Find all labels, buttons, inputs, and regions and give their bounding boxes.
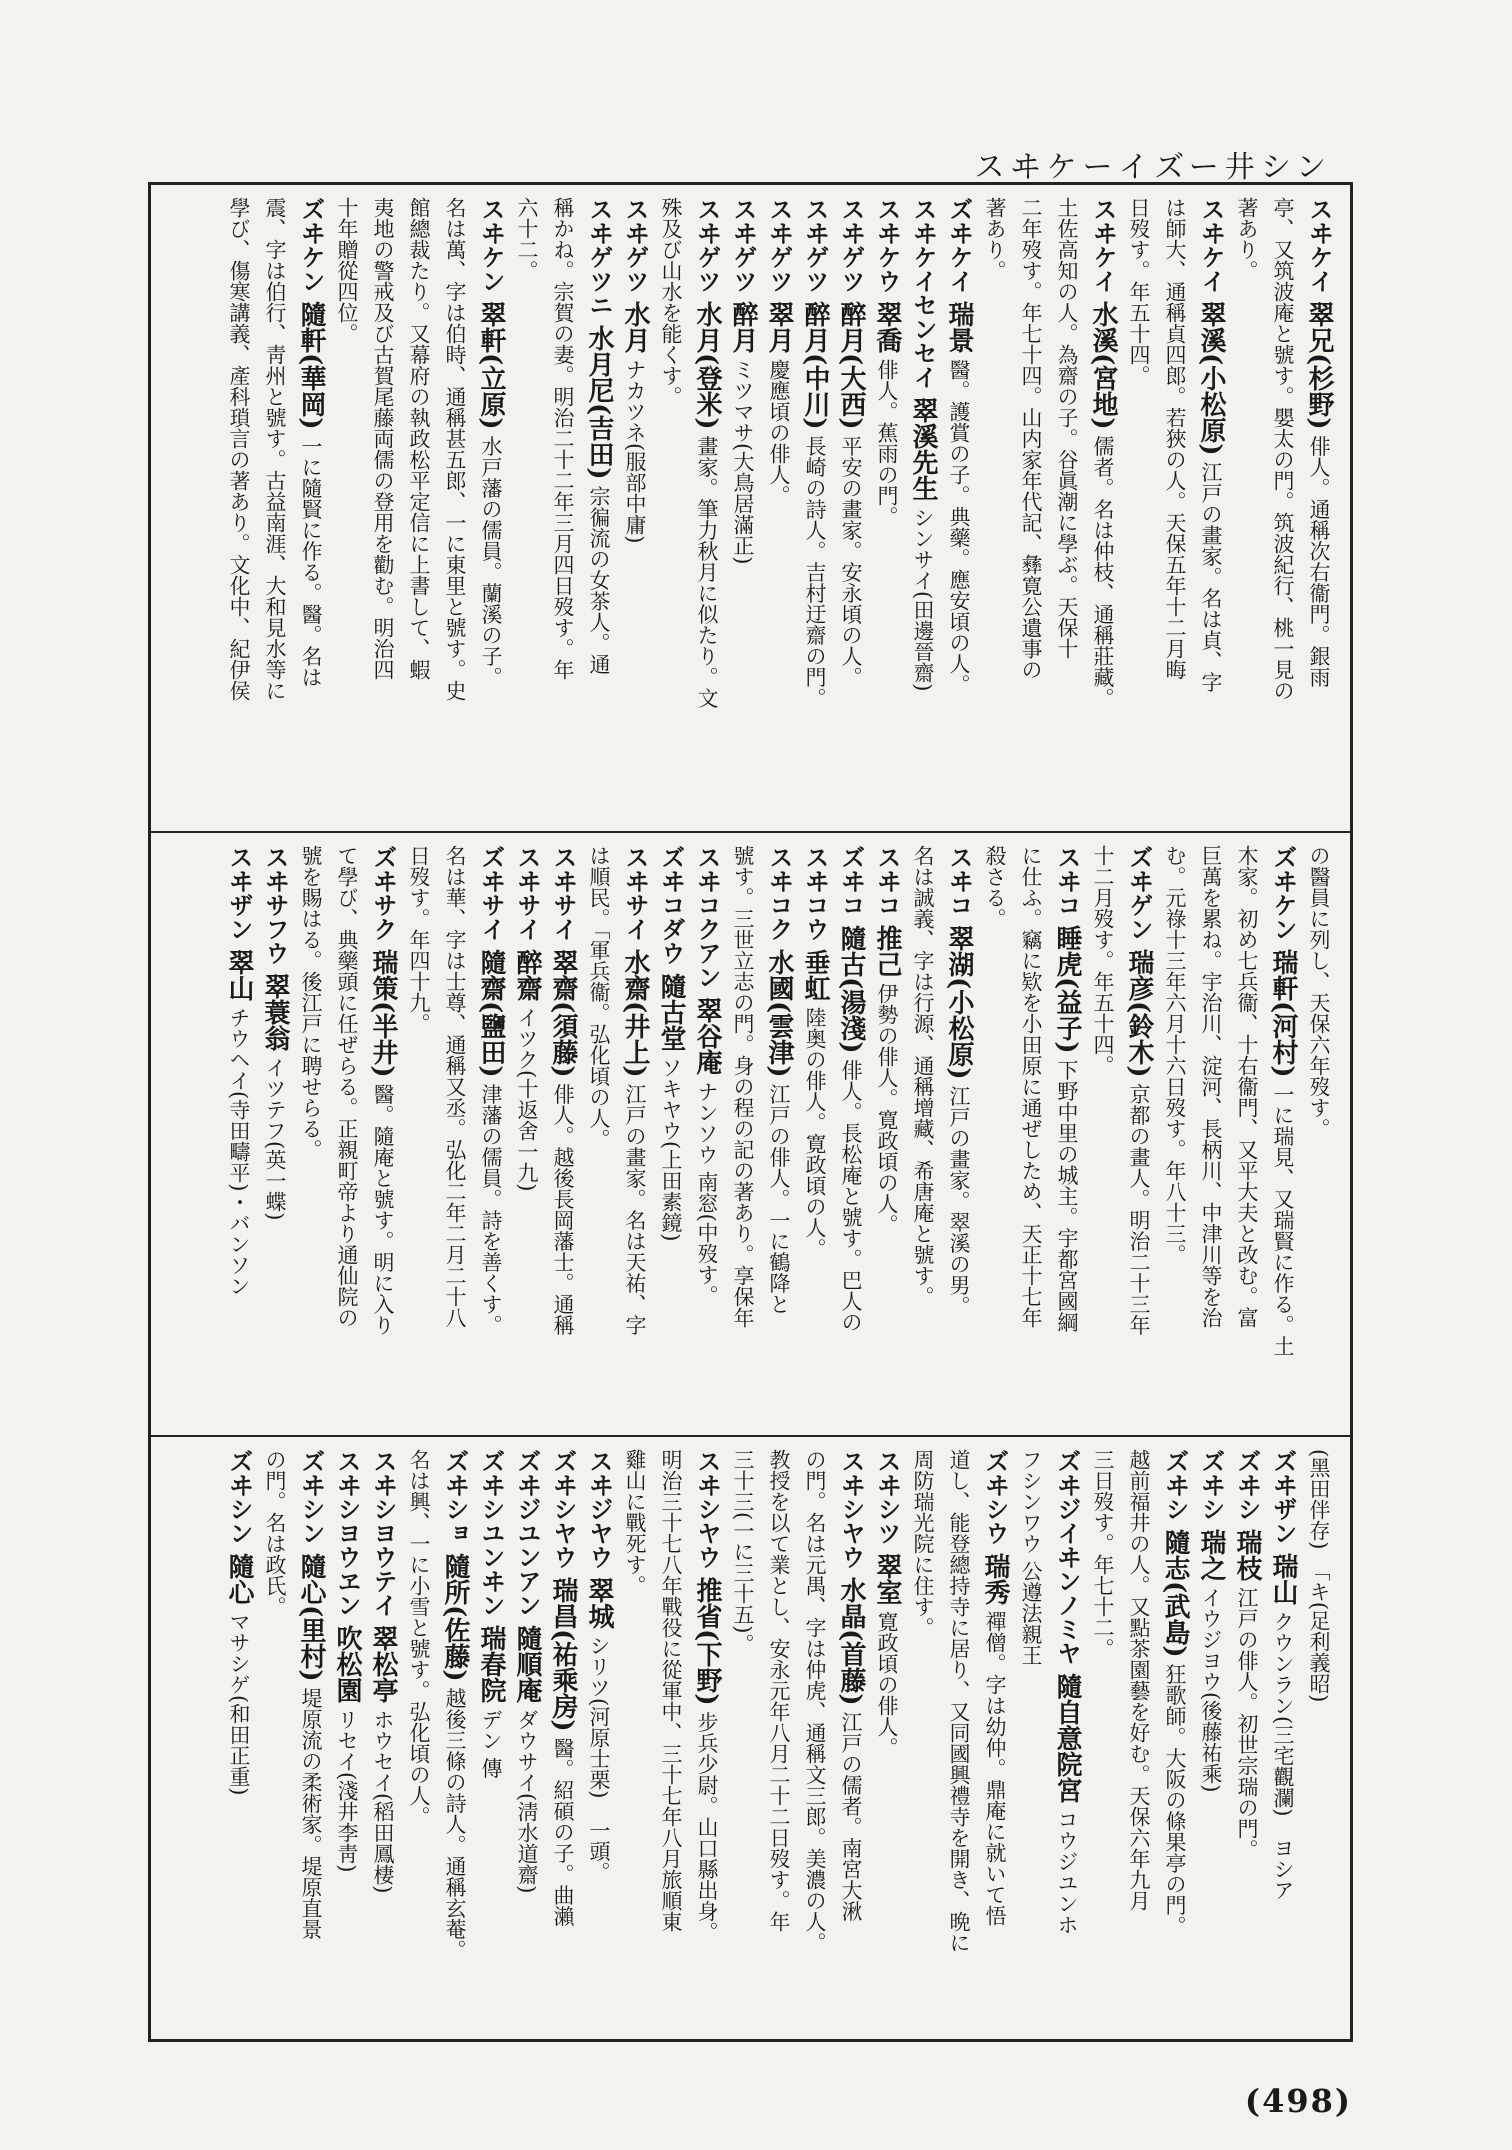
text-column (1302, 197, 1336, 813)
entry-headword: 隨心(里村) (296, 1553, 326, 1682)
entry-reading: ズヰショ (441, 1449, 469, 1545)
entry-body: 夷地の警戒及び古賀尾藤両儒の登用を勸む。明治四 (371, 197, 395, 680)
entry-reading: スヰケイ (1089, 197, 1117, 293)
entry-reading: スヰケン (477, 197, 505, 293)
entry-body: 江戸の儒者。南宮大湫 (839, 1711, 863, 1922)
text-column (870, 197, 904, 813)
entry-headword: 睡虎(益子) (1052, 925, 1082, 1054)
text-column (1050, 197, 1084, 813)
entry-reading: スヰサイ (513, 845, 541, 941)
entry-body: 江戸の俳人。一に鶴降と (767, 1083, 791, 1315)
entry-headword: 翠蓑翁 (260, 973, 290, 1051)
entry-headword: 瑞軒(河村) (1268, 949, 1298, 1078)
entry-reading: スヰケイセンセイ (909, 197, 937, 389)
entry-headword: 瑞彦(鈴木) (1124, 949, 1154, 1078)
entry-reading: スヰゲツ (765, 197, 793, 293)
entry-body: 著あり。 (1235, 197, 1259, 281)
text-column (798, 845, 832, 1421)
entry-body: 三日歿す。年七十二。 (1091, 1449, 1115, 1659)
entry-body: 俳人。蕉雨の門。 (875, 359, 899, 527)
entry-reading: スヰゲツ (729, 197, 757, 293)
text-column (1302, 1449, 1336, 2027)
entry-body: の門。名は元禺、字は仲虎、通稱文三郎。美濃の人。 (803, 1449, 827, 1953)
entry-body: 亭、又筑波庵と號す。嬰太の門。筑波紀行、桃一見の (1271, 197, 1295, 701)
entry-body: 號を賜はる。後江戸に聘せらる。 (299, 845, 323, 1160)
text-column (1194, 1449, 1228, 2027)
entry-reading: スヰシヨウヱン (333, 1449, 361, 1617)
text-column (1122, 1449, 1156, 2027)
entry-body: リセイ(淺井李靑) (335, 1709, 359, 1873)
entry-body: イツク(十返舍一九) (515, 1007, 539, 1192)
entry-body: 伊勢の俳人。寛政頃の人。 (875, 983, 899, 1235)
entry-body: 江戸の畫家。名は天祐、字 (623, 1083, 647, 1336)
text-column (438, 1449, 472, 2027)
text-column (1266, 1449, 1300, 2027)
entry-headword: 瑞山 (1268, 1553, 1298, 1605)
entry-reading: ズヰサク (369, 845, 397, 941)
text-column (546, 845, 580, 1421)
entry-headword: 隨軒(華岡) (296, 301, 326, 430)
entry-body: ダウサイ(淸水道齋) (515, 1709, 539, 1894)
entry-body: 名は興、一に小雪と號す。弘化頃の人。 (407, 1449, 431, 1827)
entry-reading: スヰサフウ (261, 845, 289, 965)
entry-body: コウジユンホ (1055, 1809, 1079, 1935)
text-column (222, 1449, 256, 2027)
entry-body: 明治三十七八年戰役に從軍中、三十七年八月旅順東 (659, 1449, 683, 1932)
entry-body: 名は萬、字は伯時、通稱甚五郎、一に東里と號す。史 (443, 197, 467, 701)
text-column (942, 197, 976, 813)
entry-body: デン 傳 (479, 1709, 503, 1779)
text-column (222, 197, 256, 813)
entry-body: 道し、能登總持寺に居り、又同國興禮寺を開き、晩に (947, 1449, 971, 1953)
entry-reading: ズヰシウ (981, 1449, 1009, 1545)
entry-reading: スヰサイ (621, 845, 649, 941)
entry-body: 俳人。通稱次右衞門。銀雨 (1307, 435, 1331, 688)
entry-body: 日歿す。年四十九。 (407, 845, 431, 1034)
text-column (690, 1449, 724, 2027)
entry-body: 十年贈從四位。 (335, 197, 359, 344)
text-column (330, 845, 364, 1421)
entry-reading: ズヰケン (297, 197, 325, 293)
entry-reading: ズヰケイ (945, 197, 973, 293)
text-column (258, 1449, 292, 2027)
text-column (618, 1449, 652, 2027)
text-column (1158, 845, 1192, 1421)
text-column (1086, 845, 1120, 1421)
text-column (330, 1449, 364, 2027)
entry-reading: スヰコクアン (693, 845, 721, 989)
text-column (1050, 1449, 1084, 2027)
text-column (1158, 197, 1192, 813)
entry-headword: 水月尼(吉田) (584, 325, 614, 480)
entry-body: 宗徧流の女茶人。通 (587, 485, 611, 675)
entry-reading: ズヰシ (1161, 1449, 1189, 1521)
entry-body: チウヘイ(寺田疇平)・バンソン (227, 1007, 251, 1297)
entry-reading: ズヰザン (1269, 1449, 1297, 1545)
entry-body: 一に瑞見、又瑞賢に作る。土 (1271, 1083, 1295, 1357)
text-column (798, 1449, 832, 2027)
entry-reading: スヰコ (873, 845, 901, 917)
entry-body: 越後三條の詩人。通稱玄菴。 (443, 1687, 467, 1961)
text-column (222, 845, 256, 1421)
text-column (942, 1449, 976, 2027)
entry-body: の門。名は政氏。 (263, 1449, 287, 1617)
entry-body: 堤原流の柔術家。堤原直景 (299, 1687, 323, 1940)
entry-headword: 隨古堂 (656, 973, 686, 1051)
entry-reading: スヰコ (1053, 845, 1081, 917)
entry-reading: スヰゲツ (801, 197, 829, 293)
text-column (978, 197, 1012, 813)
entry-headword: 翠軒(立原) (476, 301, 506, 430)
text-column (762, 845, 796, 1421)
text-column (1266, 197, 1300, 813)
entry-reading: スヰコウ (801, 845, 829, 941)
entry-body: 京都の畫人。明治二十三年 (1127, 1083, 1151, 1336)
entry-headword: 水月 (620, 301, 650, 353)
entry-body: クウンラン(三宅觀瀾) ヨシア (1271, 1611, 1295, 1901)
entry-body: 醫。隨庵と號す。明に入り (371, 1083, 395, 1336)
entry-body: に仕ふ。竊に欵を小田原に通ぜしため、天正十七年 (1019, 845, 1043, 1328)
entry-body: 巨萬を累ね。宇治川、淀河、長柄川、中津川等を治 (1199, 845, 1223, 1328)
text-column (402, 1449, 436, 2027)
entry-body: 儒者。名は仲枝、通稱莊藏。 (1091, 435, 1115, 709)
entry-reading: スヰコ (945, 845, 973, 917)
entry-headword: 吹松園 (332, 1625, 362, 1703)
text-column (1014, 845, 1048, 1421)
entry-body: 日歿す。年五十四。 (1127, 197, 1151, 386)
text-column (690, 197, 724, 813)
entry-headword: 推己 (872, 925, 902, 977)
entry-headword: 瑞昌(祐乘房) (548, 1577, 578, 1732)
text-column (582, 845, 616, 1421)
entry-reading: スヰザン (225, 845, 253, 941)
entry-headword: 水國(雲津) (764, 949, 794, 1078)
entry-body: 名は華、字は士尊、通稱又丞。弘化二年二月二十八 (443, 845, 467, 1328)
entry-reading: ズヰケン (1269, 845, 1297, 941)
entry-body: ホウセイ(稻田鳳棲) (371, 1709, 395, 1894)
text-column (1086, 197, 1120, 813)
entry-reading: ズヰジイヰンノミヤ (1053, 1449, 1081, 1665)
entry-body: 土佐高知の人。為齋の子。谷眞潮に學ぶ。天保十 (1055, 197, 1079, 659)
text-column (1230, 1449, 1264, 2027)
entry-reading: ズヰゲン (1125, 845, 1153, 941)
text-column (582, 1449, 616, 2027)
text-column (654, 197, 688, 813)
text-column (1014, 197, 1048, 813)
entry-body: 周防瑞光院に住す。 (911, 1449, 935, 1638)
band-top (151, 185, 1350, 825)
entry-body: ソキヤウ(上田素鏡) (659, 1057, 683, 1242)
entry-body: む。元祿十三年六月十六日歿す。年八十三。 (1163, 845, 1187, 1265)
entry-reading: スヰコク (765, 845, 793, 941)
text-column (726, 197, 760, 813)
text-column (906, 197, 940, 813)
text-column (978, 845, 1012, 1421)
entry-reading: スヰケイ (1197, 197, 1225, 293)
text-column (870, 1449, 904, 2027)
text-column (366, 845, 400, 1421)
entry-body: 狂歌師。大阪の條果亭の門。 (1163, 1663, 1187, 1937)
text-column (1302, 845, 1336, 1421)
band-middle (151, 831, 1350, 1433)
entry-reading: ズヰシン (297, 1449, 325, 1545)
entry-body: シンサイ(田邊晉齋) (911, 507, 935, 692)
entry-body: 學び、傷寒講義、產科瑣言の著あり。文化中、紀伊侯 (227, 197, 251, 701)
entry-body: ミツマサ(大鳥居滿正) (731, 359, 755, 565)
text-column (294, 845, 328, 1421)
entry-headword: 翠齋(須藤) (548, 949, 578, 1078)
entry-reading: スヰシヤウ (693, 1449, 721, 1569)
text-column (618, 197, 652, 813)
entry-headword: 水月(登米) (692, 301, 722, 430)
text-column (690, 845, 724, 1421)
entry-body: 江戸の畫家。翠溪の男。 (947, 1085, 971, 1317)
entry-headword: 隨順庵 (512, 1625, 542, 1703)
text-column (906, 1449, 940, 2027)
entry-reading: スヰゲツ (621, 197, 649, 293)
text-column (726, 1449, 760, 2027)
text-column (1266, 845, 1300, 1421)
text-column (330, 197, 364, 813)
entry-body: 館總裁たり。又幕府の執政松平定信に上書して、蝦 (407, 197, 431, 680)
entry-reading: ズヰコダウ (657, 845, 685, 965)
entry-headword: 翠城 (584, 1577, 614, 1629)
entry-body: 一に隨賢に作る。醫。名は (299, 435, 323, 688)
entry-headword: 隨心 (224, 1553, 254, 1605)
text-column (582, 197, 616, 813)
running-header: スヰケーイズー井シン (974, 150, 1332, 185)
text-column (906, 845, 940, 1421)
text-column (366, 1449, 400, 2027)
entry-headword: 隨所(佐藤) (440, 1553, 470, 1682)
text-column (834, 1449, 868, 2027)
text-column (762, 197, 796, 813)
entry-body: 寛政頃の俳人。 (875, 1611, 899, 1758)
entry-headword: 瑞秀 (980, 1553, 1010, 1605)
dictionary-frame (148, 182, 1353, 2042)
entry-headword: 醉齋 (512, 949, 542, 1001)
entry-body: 木家。初め七兵衞、十右衞門、又平大夫と改む。富 (1235, 845, 1259, 1328)
text-column (1050, 845, 1084, 1421)
entry-headword: 翠喬 (872, 301, 902, 353)
text-column (510, 845, 544, 1421)
entry-headword: 醉月(中川) (800, 301, 830, 430)
text-column (258, 197, 292, 813)
text-column (1194, 845, 1228, 1421)
text-column (654, 1449, 688, 2027)
entry-body: (黑田伴存) 「キ(足利義昭) (1307, 1449, 1331, 1703)
text-column (510, 1449, 544, 2027)
entry-headword: 翠室 (872, 1553, 902, 1605)
text-column (402, 197, 436, 813)
entry-body: ナカツネ(服部中庸) (623, 359, 647, 544)
entry-reading: スヰジヤウ (585, 1449, 613, 1569)
text-column (474, 845, 508, 1421)
entry-reading: ズヰシン (225, 1449, 253, 1545)
entry-headword: 隨自意院宮 (1052, 1673, 1082, 1803)
entry-body: ナンソウ 南窓(中歿す。 (695, 1081, 719, 1306)
entry-reading: ズヰシ (1197, 1449, 1225, 1521)
entry-body: フシンワウ 公遵法親王 (1019, 1449, 1043, 1666)
text-column (402, 845, 436, 1421)
entry-headword: 隨齋(鹽田) (476, 949, 506, 1078)
text-column (1194, 197, 1228, 813)
entry-body: 俳人。越後長岡藩士。通稱 (551, 1083, 575, 1336)
entry-body: 禪僧。字は幼仲。鼎庵に就いて悟 (983, 1611, 1007, 1926)
entry-body: 江戸の畫家。名は貞、字 (1199, 461, 1223, 693)
entry-headword: 瑞春院 (476, 1625, 506, 1703)
entry-body: 著あり。 (983, 197, 1007, 281)
entry-body: 殺さる。 (983, 845, 1007, 929)
entry-body: マサシゲ(和田正重) (227, 1611, 251, 1796)
entry-headword: 翠山 (224, 949, 254, 1001)
entry-body: イウジヨウ(後藤祐乘) (1199, 1587, 1223, 1793)
entry-body: 名は誠義、字は行源、通稱增藏、希唐庵と號す。 (911, 845, 935, 1307)
text-column (294, 197, 328, 813)
entry-reading: スヰケウ (873, 197, 901, 293)
text-column (438, 197, 472, 813)
entry-body: 越前福井の人。又點茶園藝を好む。天保六年九月 (1127, 1449, 1151, 1911)
entry-body: シリツ(河原士栗) 一頭。 (587, 1635, 611, 1883)
entry-headword: 水晶(首藤) (836, 1577, 866, 1706)
text-column (1122, 845, 1156, 1421)
entry-headword: 水齋(井上) (620, 949, 650, 1078)
entry-headword: 垂虹 (800, 949, 830, 1001)
entry-reading: ズヰシ (1233, 1449, 1261, 1521)
text-column (618, 845, 652, 1421)
entry-reading: スヰサイ (549, 845, 577, 941)
entry-headword: 翠谷庵 (692, 997, 722, 1075)
entry-body: 號す。三世立志の門。身の程の記の著あり。享保年 (731, 845, 755, 1328)
entry-headword: 醉月(大西) (836, 301, 866, 430)
entry-reading: ズヰシヤウ (549, 1449, 577, 1569)
entry-body: 醫。護賞の子。典藥。應安頃の人。 (947, 359, 971, 695)
entry-reading: スヰゲツ (693, 197, 721, 293)
text-column (546, 1449, 580, 2027)
entry-reading: スヰシヨウテイ (369, 1449, 397, 1617)
entry-body: 教授を以て業とし、安永元年八月二十二日歿す。年 (767, 1449, 791, 1932)
entry-body: 平安の畫家。安永頃の人。 (839, 435, 863, 688)
text-column (1158, 1449, 1192, 2027)
entry-body: 醫。紹碩の子。曲瀨 (551, 1737, 575, 1927)
entry-body: 步兵少尉。山口縣出身。 (695, 1711, 719, 1943)
entry-headword: 瑞景 (944, 301, 974, 353)
entry-reading: ズヰシユンヰン (477, 1449, 505, 1617)
text-column (258, 845, 292, 1421)
entry-headword: 翠兄(杉野) (1304, 301, 1334, 430)
entry-headword: 翠溪(小松原) (1196, 301, 1226, 456)
entry-body: 三十三(一に三十五)。 (731, 1449, 755, 1655)
text-column (1014, 1449, 1048, 2027)
entry-body: 六十二。 (515, 197, 539, 281)
text-column (834, 197, 868, 813)
text-column (942, 845, 976, 1421)
text-column (1230, 845, 1264, 1421)
text-column (474, 1449, 508, 2027)
entry-body: 慶應頃の俳人。 (767, 359, 791, 506)
entry-reading: スヰゲツニ (585, 197, 613, 317)
text-column (726, 845, 760, 1421)
text-column (834, 845, 868, 1421)
entry-headword: 隨古(湯淺) (836, 925, 866, 1054)
entry-reading: スヰシツ (873, 1449, 901, 1545)
entry-headword: 瑞枝 (1232, 1529, 1262, 1581)
entry-body: 雞山に戰死す。 (623, 1449, 647, 1596)
entry-body: 二年歿す。年七十四。山内家年代記、彝寛公遺事の (1019, 197, 1043, 680)
entry-body: 長崎の詩人。吉村迂齋の門。 (803, 435, 827, 709)
entry-headword: 醉月 (728, 301, 758, 353)
text-column (474, 197, 508, 813)
text-column (870, 845, 904, 1421)
entry-reading: ズヰジユンアン (513, 1449, 541, 1617)
entry-headword: 翠湖(小松原) (944, 925, 974, 1080)
text-column (510, 197, 544, 813)
text-column (762, 1449, 796, 2027)
entry-reading: スヰゲツ (837, 197, 865, 293)
entry-body: 下野中里の城主。宇都宮國綱 (1055, 1059, 1079, 1333)
entry-headword: 翠月 (764, 301, 794, 353)
entry-headword: 水溪(宮地) (1088, 301, 1118, 430)
entry-reading: ズヰコ (837, 845, 865, 917)
text-column (294, 1449, 328, 2027)
entry-headword: 翠松亭 (368, 1625, 398, 1703)
band-bottom (151, 1435, 1350, 2039)
entry-body: 陸奥の俳人。寛政頃の人。 (803, 1007, 827, 1259)
text-column (1086, 1449, 1120, 2027)
entry-body: は順民。「軍兵衞。弘化頃の人。 (587, 845, 611, 1150)
entry-reading: スヰシヤウ (837, 1449, 865, 1569)
text-column (798, 197, 832, 813)
entry-headword: 瑞策(半井) (368, 949, 398, 1078)
entry-body: 水戸藩の儒員。蘭溪の子。 (479, 435, 503, 688)
entry-body: 十二月歿す。年五十四。 (1091, 845, 1115, 1076)
entry-body: 津藩の儒員。詩を善くす。 (479, 1083, 503, 1336)
entry-headword: 隨志(武島) (1160, 1529, 1190, 1658)
entry-body: 震、字は伯行、靑州と號す。古益南涯、大和見水等に (263, 197, 287, 701)
text-column (654, 845, 688, 1421)
text-column (546, 197, 580, 813)
text-column (978, 1449, 1012, 2027)
entry-body: 江戸の俳人。初世宗瑞の門。 (1235, 1587, 1259, 1860)
entry-body: 殊及び山水を能くす。 (659, 197, 683, 407)
entry-body: 畫家。筆力秋月に似たり。文 (695, 435, 719, 709)
entry-headword: 瑞之 (1196, 1529, 1226, 1581)
entry-body: イツテフ(英一蝶) (263, 1057, 287, 1221)
entry-headword: 推省(下野) (692, 1577, 722, 1706)
entry-body: の醫員に列し、天保六年歿す。 (1307, 845, 1331, 1139)
entry-body: て學び、典藥頭に任ぜらる。正親町帝より通仙院の (335, 845, 359, 1328)
page-number: (498) (1244, 2082, 1352, 2120)
entry-body: 俳人。長松庵と號す。巴人の (839, 1059, 863, 1333)
entry-reading: スヰケイ (1305, 197, 1333, 293)
text-column (1122, 197, 1156, 813)
entry-reading: ズヰサイ (477, 845, 505, 941)
entry-body: は師大、通稱貞四郎。若狹の人。天保五年十二月晦 (1163, 197, 1187, 680)
text-column (438, 845, 472, 1421)
entry-headword: 翠溪先生 (908, 397, 938, 501)
entry-body: 稱かね。宗賀の妻。明治二十二年三月四日歿す。年 (551, 197, 575, 680)
text-column (1230, 197, 1264, 813)
text-column (366, 197, 400, 813)
